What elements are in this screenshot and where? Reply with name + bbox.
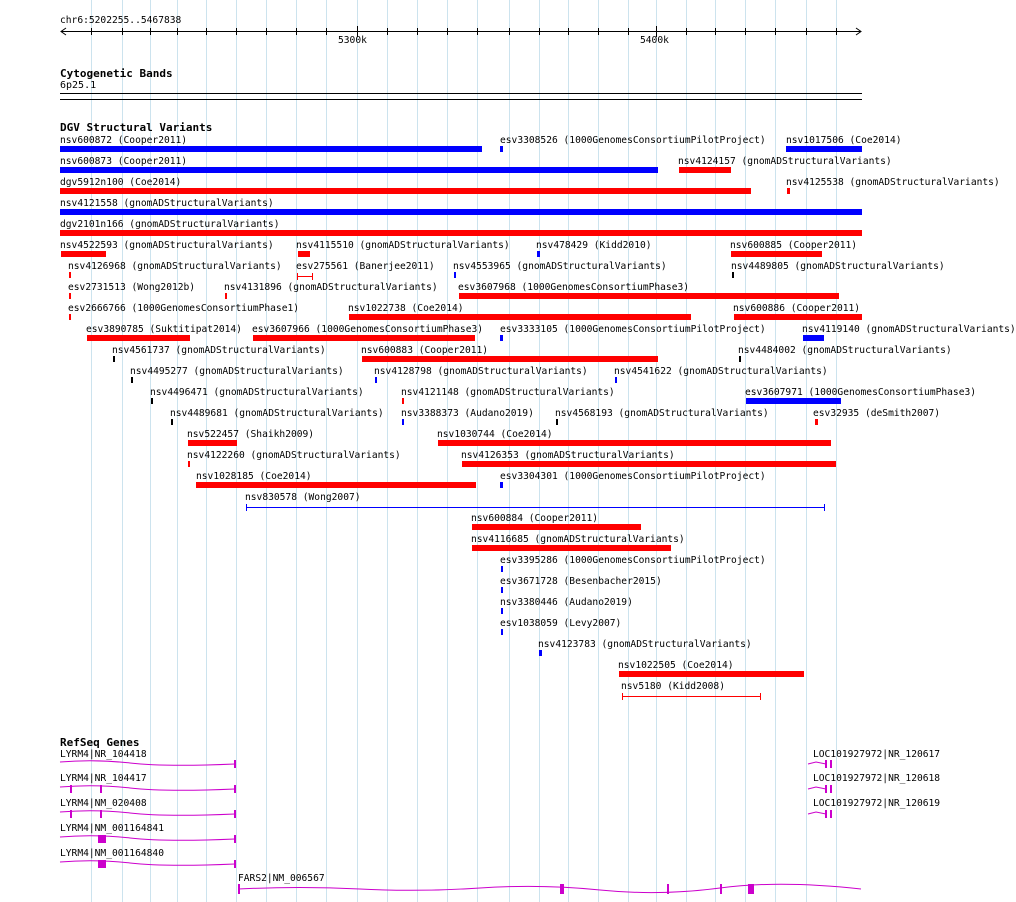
variant-label[interactable]: esv32935 (deSmith2007): [813, 408, 941, 419]
ruler-tick-label: 5300k: [338, 35, 367, 46]
gene-exon[interactable]: [100, 810, 102, 818]
gene-exon[interactable]: [234, 835, 236, 843]
variant-label[interactable]: nsv4541622 (gnomADStructuralVariants): [614, 366, 828, 377]
gene-exon[interactable]: [720, 884, 722, 894]
gene-label[interactable]: LYRM4|NM_001164841: [60, 823, 164, 834]
cytoband-label: 6p25.1: [60, 80, 97, 91]
variant-label[interactable]: esv3607966 (1000GenomesConsortiumPhase3): [252, 324, 484, 335]
gene-model-line[interactable]: [238, 884, 861, 892]
variant-label[interactable]: esv3607968 (1000GenomesConsortiumPhase3): [458, 282, 690, 293]
variant-label[interactable]: nsv5180 (Kidd2008): [621, 681, 725, 692]
gene-exon[interactable]: [234, 810, 236, 818]
variant-label[interactable]: nsv4126968 (gnomADStructuralVariants): [68, 261, 282, 272]
gene-exon[interactable]: [830, 810, 832, 818]
gene-exon[interactable]: [234, 760, 236, 768]
variant-label[interactable]: nsv4495277 (gnomADStructuralVariants): [130, 366, 344, 377]
ruler-tick-label: 5400k: [640, 35, 669, 46]
variant-label[interactable]: dgv2101n166 (gnomADStructuralVariants): [60, 219, 280, 230]
gene-exon[interactable]: [825, 785, 827, 793]
variant-label[interactable]: esv3333105 (1000GenomesConsortiumPilotProject): [500, 324, 766, 335]
cytoband-track-title: Cytogenetic Bands: [60, 67, 173, 80]
variant-label[interactable]: nsv4115510 (gnomADStructuralVariants): [296, 240, 510, 251]
gene-model-line[interactable]: [60, 786, 235, 791]
variant-label[interactable]: nsv4124157 (gnomADStructuralVariants): [678, 156, 892, 167]
variant-label[interactable]: nsv1030744 (Coe2014): [437, 429, 553, 440]
dgv-track-title: DGV Structural Variants: [60, 121, 213, 134]
variant-label[interactable]: nsv4568193 (gnomADStructuralVariants): [555, 408, 769, 419]
gene-exon[interactable]: [748, 884, 754, 894]
gene-exon[interactable]: [70, 810, 72, 818]
gene-label[interactable]: LYRM4|NR_104417: [60, 773, 147, 784]
gene-exon[interactable]: [560, 884, 564, 894]
gene-exon[interactable]: [98, 860, 106, 868]
gene-label[interactable]: FARS2|NM_006567: [238, 873, 325, 884]
variant-label[interactable]: esv2731513 (Wong2012b): [68, 282, 196, 293]
variant-label[interactable]: nsv4119140 (gnomADStructuralVariants): [802, 324, 1016, 335]
gene-label[interactable]: LYRM4|NR_104418: [60, 749, 147, 760]
gene-exon[interactable]: [98, 835, 106, 843]
variant-label[interactable]: esv3671728 (Besenbacher2015): [500, 576, 662, 587]
variant-label[interactable]: nsv1028185 (Coe2014): [196, 471, 312, 482]
variant-label[interactable]: nsv522457 (Shaikh2009): [187, 429, 315, 440]
variant-label[interactable]: esv3890785 (Suktitipat2014): [86, 324, 242, 335]
variant-label[interactable]: esv275561 (Banerjee2011): [296, 261, 435, 272]
gene-model-line[interactable]: [808, 762, 826, 764]
variant-label[interactable]: nsv1022505 (Coe2014): [618, 660, 734, 671]
variant-label[interactable]: nsv4484002 (gnomADStructuralVariants): [738, 345, 952, 356]
variant-label[interactable]: nsv4131896 (gnomADStructuralVariants): [224, 282, 438, 293]
variant-label[interactable]: esv3395286 (1000GenomesConsortiumPilotProject): [500, 555, 766, 566]
variant-label[interactable]: nsv4125538 (gnomADStructuralVariants): [786, 177, 1000, 188]
gene-exon[interactable]: [100, 785, 102, 793]
variant-label[interactable]: nsv478429 (Kidd2010): [536, 240, 652, 251]
variant-label[interactable]: nsv4122260 (gnomADStructuralVariants): [187, 450, 401, 461]
variant-label[interactable]: nsv4489681 (gnomADStructuralVariants): [170, 408, 384, 419]
gene-exon[interactable]: [825, 810, 827, 818]
variant-label[interactable]: esv3304301 (1000GenomesConsortiumPilotProject): [500, 471, 766, 482]
variant-label[interactable]: esv3308526 (1000GenomesConsortiumPilotProject): [500, 135, 766, 146]
variant-label[interactable]: nsv4116685 (gnomADStructuralVariants): [471, 534, 685, 545]
gene-model-line[interactable]: [808, 812, 826, 814]
variant-label[interactable]: nsv600886 (Cooper2011): [733, 303, 861, 314]
variant-label[interactable]: nsv830578 (Wong2007): [245, 492, 361, 503]
variant-label[interactable]: nsv4128798 (gnomADStructuralVariants): [374, 366, 588, 377]
variant-label[interactable]: nsv4126353 (gnomADStructuralVariants): [461, 450, 675, 461]
gene-exon[interactable]: [830, 785, 832, 793]
variant-label[interactable]: nsv4496471 (gnomADStructuralVariants): [150, 387, 364, 398]
variant-label[interactable]: nsv600872 (Cooper2011): [60, 135, 188, 146]
variant-label[interactable]: nsv4522593 (gnomADStructuralVariants): [60, 240, 274, 251]
variant-label[interactable]: nsv600884 (Cooper2011): [471, 513, 599, 524]
view-coordinates: chr6:5202255..5467838: [60, 15, 182, 26]
variant-label[interactable]: nsv4121558 (gnomADStructuralVariants): [60, 198, 274, 209]
variant-label[interactable]: esv3607971 (1000GenomesConsortiumPhase3): [745, 387, 977, 398]
variant-label[interactable]: nsv4489805 (gnomADStructuralVariants): [731, 261, 945, 272]
variant-label[interactable]: esv2666766 (1000GenomesConsortiumPhase1): [68, 303, 300, 314]
variant-label[interactable]: nsv4553965 (gnomADStructuralVariants): [453, 261, 667, 272]
variant-label[interactable]: nsv1022738 (Coe2014): [348, 303, 464, 314]
gene-model-line[interactable]: [60, 836, 235, 841]
refseq-track-title: RefSeq Genes: [60, 736, 140, 749]
variant-label[interactable]: nsv1017506 (Coe2014): [786, 135, 902, 146]
gene-label[interactable]: LOC101927972|NR_120619: [813, 798, 941, 809]
gene-model-line[interactable]: [60, 861, 235, 866]
gene-label[interactable]: LOC101927972|NR_120617: [813, 749, 941, 760]
variant-label[interactable]: dgv5912n100 (Coe2014): [60, 177, 182, 188]
gene-exon[interactable]: [234, 860, 236, 868]
gene-label[interactable]: LYRM4|NM_001164840: [60, 848, 164, 859]
gene-exon[interactable]: [825, 760, 827, 768]
gene-exon[interactable]: [234, 785, 236, 793]
gene-exon[interactable]: [830, 760, 832, 768]
gene-exon[interactable]: [70, 785, 72, 793]
variant-label[interactable]: nsv3380446 (Audano2019): [500, 597, 633, 608]
variant-label[interactable]: nsv4121148 (gnomADStructuralVariants): [401, 387, 615, 398]
variant-label[interactable]: nsv3388373 (Audano2019): [401, 408, 534, 419]
variant-label[interactable]: nsv600885 (Cooper2011): [730, 240, 858, 251]
variant-label[interactable]: nsv4123783 (gnomADStructuralVariants): [538, 639, 752, 650]
gene-exon[interactable]: [238, 884, 240, 894]
gene-label[interactable]: LYRM4|NM_020408: [60, 798, 147, 809]
gene-model-line[interactable]: [60, 811, 235, 816]
variant-label[interactable]: nsv600883 (Cooper2011): [361, 345, 489, 356]
gene-model-line[interactable]: [808, 787, 826, 789]
variant-label[interactable]: nsv600873 (Cooper2011): [60, 156, 188, 167]
gene-model-line[interactable]: [60, 761, 235, 766]
gene-exon[interactable]: [667, 884, 669, 894]
variant-label[interactable]: esv1038059 (Levy2007): [500, 618, 622, 629]
gene-label[interactable]: LOC101927972|NR_120618: [813, 773, 941, 784]
variant-label[interactable]: nsv4561737 (gnomADStructuralVariants): [112, 345, 326, 356]
